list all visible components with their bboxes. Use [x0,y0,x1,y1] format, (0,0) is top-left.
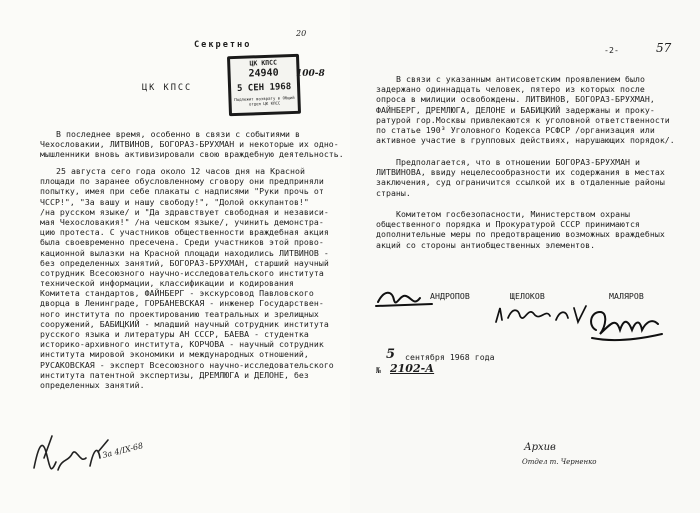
right-paragraph-2: Предполагается, что в отношении БОГОРАЗ-БРУХМАН и ЛИТВИНОВА, ввиду нецелесообразности их содержания в местах заключения, суд ограничится ссылкой их в отдаленные районы страны. [376,157,665,198]
margin-note: За 4/IX-68 [101,441,145,460]
right-paragraph-1: В связи с указанным антисоветским проявлением было задержано одиннадцать человек, пятеро из которых после опроса в милиции освобождены. ЛИТВИНОВ, БОГОРАЗ-БРУХМАН, ФАЙНБЕРГ, ДРЕМЛЮГА, ДЕЛОНЕ и БАБИЦКИЙ задержаны и проку- ратурой гор.Москвы привлекаются к уголовной ответственности по статье 190³ Уголовного Кодекса РСФСР /организация или активное участие в групповых действиях, нарушающих порядок/. [376,74,675,146]
registration-stamp: ЦК КПСС 24940 5 СЕН 1968 Подлежит возврату в Общий отдел ЦК КПСС [227,54,301,116]
signature-andropov [374,284,436,314]
archive-note: Архив [524,442,556,453]
page-marker: -2- [604,45,619,55]
signatory-andropov: АНДРОПОВ [430,291,470,301]
registration-prefix: № [376,365,381,375]
department-note: Отдел т. Черненко [522,458,597,466]
stamp-handwritten-number: 100-8 [296,69,325,79]
page-number: 57 [656,41,672,55]
signatory-shchelokov: ЩЕЛОКОВ [510,291,545,301]
date-text: сентября 1968 года [405,352,495,362]
right-paragraph-3: Комитетом госбезопасности, Министерством охраны общественного порядка и Прокуратурой СССР принимаются дополнительные меры по предотвращению возможных враждебных акций со стороны антиобщественных элементов. [376,209,665,250]
signature-shchelokov [490,300,594,328]
archive-number: 20 [296,29,307,38]
classification-label: Секретно [194,40,252,50]
letter-paragraph-2: 25 августа сего года около 12 часов дня на Красной площади по заранее обусловленному сговору они предприняли попытку, имея при себе плакаты с надписями "Руки прочь от ЧССР!", "За вашу и нашу свободу!", "Долой оккупантов!" /на русском языке/ и "Да здравствует свободная и независи- мая Чехословакия!" /на чешском языке/, учинить демонстра- цию протеста. С участников общественности враждебная акция была своевременно пресечена. Среди участников этой прово- кационной вылазки на Красной площади находились ЛИТВИНОВ - без определенных занятий, БОГОРАЗ-БРУХМАН, старший научный сотрудник Всесоюзного научно-исследовательского института технической информации, классификации и кодирования Комитета стандартов, ФАЙНБЕРГ - экскурсовод Павловского дворца в Ленинграде, ГОРБАНЕВСКАЯ - инженер Государствен- ного института по проектированию театральных и зрелищных сооружений, БАБИЦКИЙ - младший научный сотрудник института русского языка и литературы АН СССР, БАЕВА - студентка историко-архивного института, КОРЧОВА - научный сотрудник института мировой экономики и международных отношений, РУСАКОВСКАЯ - эксперт Всесоюзного научно-исследовательского института патентной экспертизы, ДРЕМЛЮГА и ДЕЛОНЕ, без определенных занятий. [40,166,334,390]
letter-paragraph-1: В последнее время, особенно в связи с событиями в Чехословакии, ЛИТВИНОВ, БОГОРАЗ-БРУХМАН и некоторые их одно- мышленники вновь активизировали свою враждебную деятельность. [40,129,344,160]
signature-malyarov [582,300,666,344]
date-day: 5 [386,347,396,362]
signatory-malyarov: МАЛЯРОВ [609,291,644,301]
registration-number: 2102-А [390,362,435,375]
document-page-right [350,0,700,513]
addressee: ЦК КПСС [142,83,193,93]
